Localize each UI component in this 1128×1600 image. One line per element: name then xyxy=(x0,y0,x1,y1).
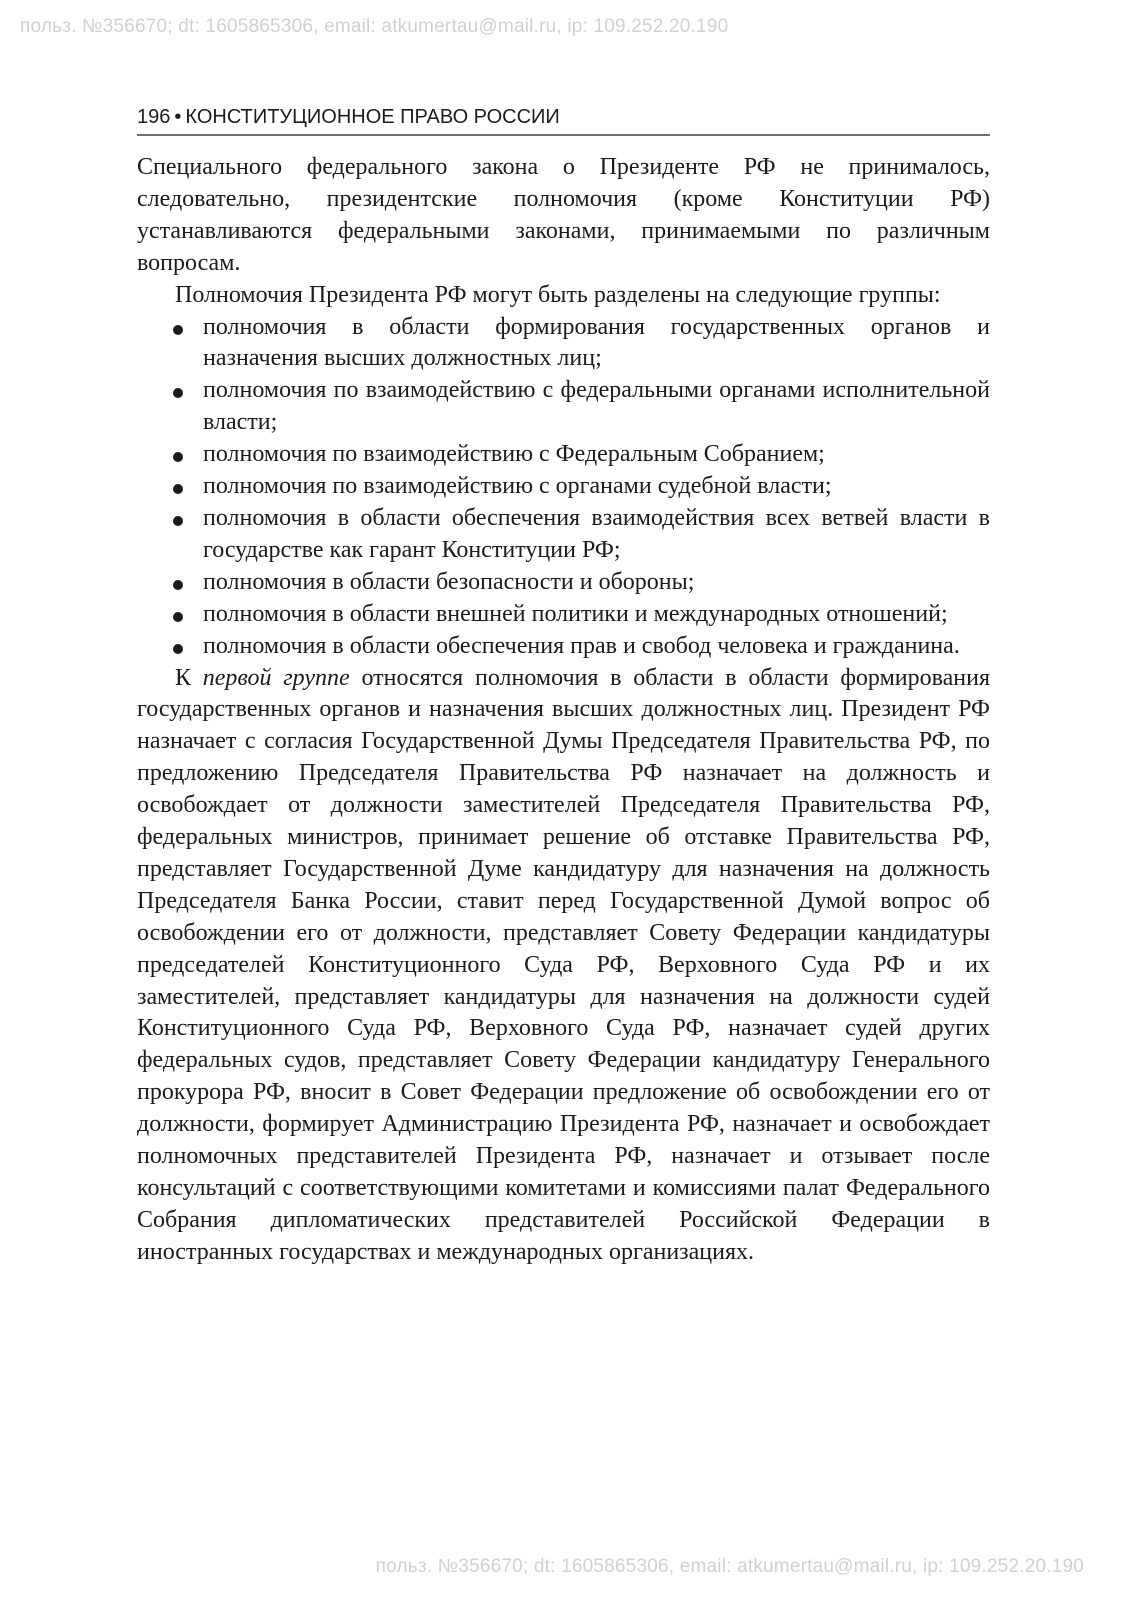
paragraph-1: Специального федерального закона о Президенте РФ не принималось, следовательно, президентские полномочия (кроме Конституции РФ) устанавливаются федеральными законами, принимаемыми по различным вопросам. xyxy=(137,154,990,276)
header-separator: • xyxy=(174,106,182,128)
list-item-text: полномочия по взаимодействию с федеральными органами исполнительной власти; xyxy=(203,377,990,436)
page-text xyxy=(137,152,990,1269)
list-item-text: полномочия по взаимодействию с Федеральным Собранием; xyxy=(203,441,825,468)
list-item xyxy=(137,599,990,631)
bullet-icon xyxy=(173,452,183,462)
list-item-text: полномочия в области обеспечения прав и свобод человека и гражданина. xyxy=(203,632,960,659)
list-item xyxy=(137,471,990,503)
bullet-icon xyxy=(173,484,183,494)
list-item-text: полномочия в области формирования государственных органов и назначения высших должностных лиц; xyxy=(203,313,990,372)
watermark-top: польз. №356670; dt: 1605865306, email: atkumertau@mail.ru, ip: 109.252.20.190 xyxy=(20,16,729,37)
paragraph-2: Полномочия Президента РФ могут быть разделены на следующие группы: xyxy=(175,281,941,308)
book-title: КОНСТИТУЦИОННОЕ ПРАВО РОССИИ xyxy=(185,106,560,128)
list-item-text: полномочия в области обеспечения взаимодействия всех ветвей власти в государстве как гарант Конституции РФ; xyxy=(203,504,990,563)
list-item xyxy=(137,567,990,599)
list-item xyxy=(137,631,990,663)
bullet-icon xyxy=(173,388,183,398)
list-item-text: полномочия в области безопасности и обороны; xyxy=(203,568,695,595)
powers-list xyxy=(137,312,990,663)
list-item-text: полномочия в области внешней политики и международных отношений; xyxy=(203,600,948,627)
running-head xyxy=(137,106,990,136)
list-item-text: полномочия по взаимодействию с органами судебной власти; xyxy=(203,473,832,500)
paragraph-3 xyxy=(137,663,990,1269)
paragraph-3-lead: К xyxy=(175,664,203,691)
watermark-bottom: польз. №356670; dt: 1605865306, email: atkumertau@mail.ru, ip: 109.252.20.190 xyxy=(375,1556,1084,1577)
list-item xyxy=(137,312,990,376)
bullet-icon xyxy=(173,644,183,654)
list-item xyxy=(137,503,990,567)
list-item xyxy=(137,439,990,471)
bullet-icon xyxy=(173,516,183,526)
page-number: 196 xyxy=(137,106,171,128)
bullet-icon xyxy=(173,580,183,590)
paragraph-3-text: относятся полномочия в области в области формирования государственных органов и назначения высших должностных лиц. Президент РФ назначает с согласия Государственной Думы Председателя Правительства РФ, по предложению Председателя Правительства РФ назначает на должность и освобождает от должности заместителей Председателя Правительства РФ, федеральных министров, принимает решение об отставке Правительства РФ, представляет Государственной Думе кандидатуру для назначения на должность Председателя Банка России, ставит перед Государственной Думой вопрос об освобождении его от должности, представляет Совету Федерации кандидатуры председателей Конституционного Суда РФ, Верховного Суда РФ и их заместителей, представляет кандидатуры для назначения на должности судей Конституционного Суда РФ, Верховного Суда РФ, назначает судей других федеральных судов, представляет Совету Федерации кандидатуру Генерального прокурора РФ, вносит в Совет Федерации предложение об освобождении его от должности, формирует Администрацию Президента РФ, назначает и освобождает полномочных представителей Президента РФ, назначает и отзывает после консультаций с соответствующими комитетами и комиссиями палат Федерального Собрания дипломатических представителей Российской Федерации в иностранных государствах и международных организациях. xyxy=(137,664,990,1265)
bullet-icon xyxy=(173,325,183,335)
list-item xyxy=(137,375,990,439)
paragraph-3-emphasis: первой группе xyxy=(202,664,350,691)
bullet-icon xyxy=(173,612,183,622)
